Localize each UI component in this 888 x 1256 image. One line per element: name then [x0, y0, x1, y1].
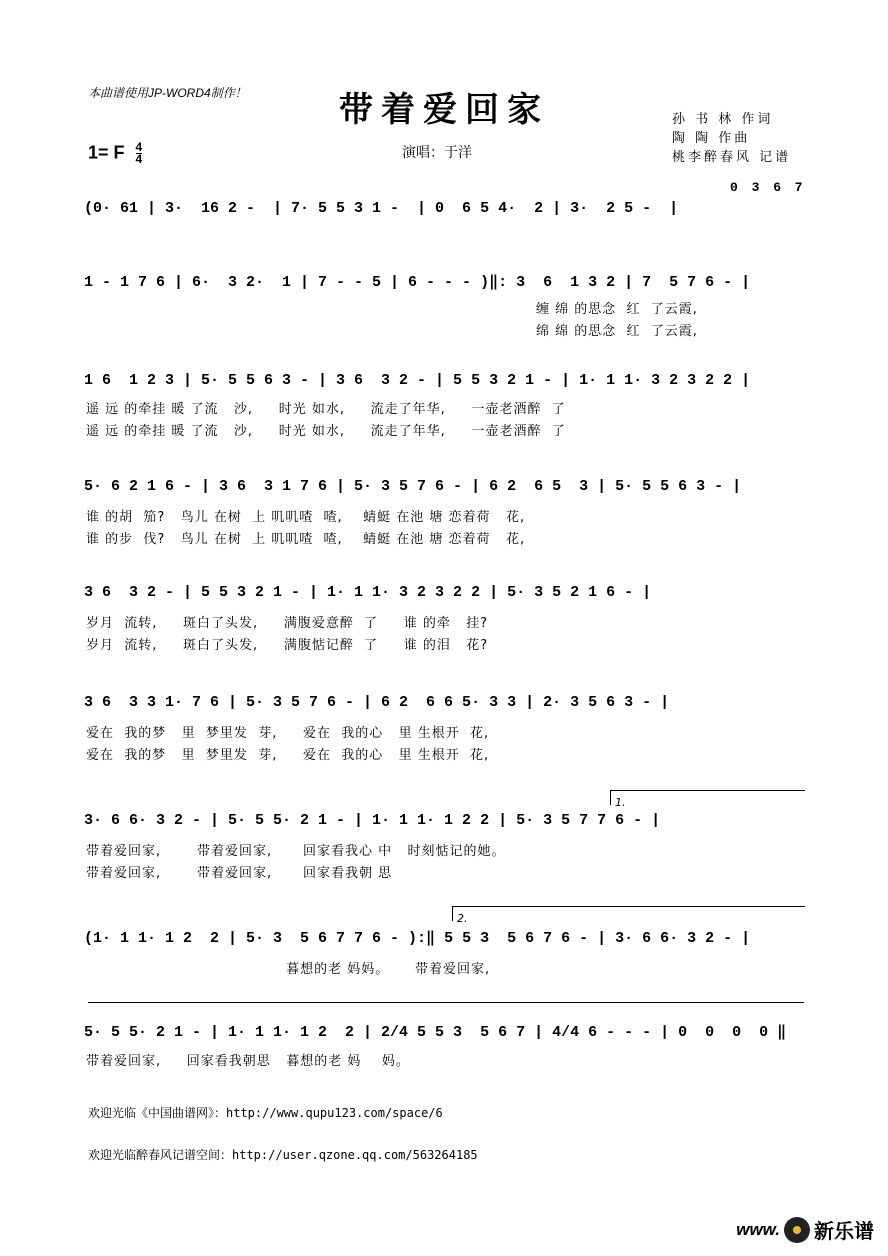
composer: 陶 陶 作曲 — [672, 131, 751, 146]
score-system-2: 1 - 1 7 6 | 6· 3 2· 1 | 7 - - 5 | 6 - - - )‖: 3 6 1 3 2 | 7 5 7 6 - | — [84, 274, 751, 291]
logo-brand: 新乐谱 — [814, 1219, 874, 1243]
time-bottom: 4 — [135, 152, 143, 166]
lyric-7-1: 带着爱回家, 带着爱回家, 回家看我心 中 时刻惦记的她。 — [86, 844, 506, 859]
lyric-9-1: 带着爱回家, 回家看我朝思 暮想的老 妈 妈。 — [86, 1054, 410, 1069]
key-signature — [88, 142, 142, 165]
score-system-1: (0· 61 | 3· 16 2 - | 7· 5 5 3 1 - | 0 6 5 4· 2 | 3· 2 5 - | — [84, 200, 679, 217]
logo-www: www. — [736, 1219, 780, 1239]
volta-2-label: 2. — [457, 912, 468, 925]
site-logo[interactable] — [736, 1215, 874, 1244]
lyric-6-1: 爱在 我的梦 里 梦里发 芽, 爱在 我的心 里 生根开 花, — [86, 726, 490, 741]
record-disc-icon — [784, 1217, 810, 1243]
time-signature — [136, 142, 143, 165]
lyric-3-2: 遥 远 的牵挂 暖 了流 沙, 时光 如水, 流走了年华, 一壶老酒醉 了 — [86, 424, 566, 439]
lyricist: 孙 书 林 作词 — [672, 112, 774, 127]
singer: 演唱：于洋 — [402, 145, 472, 161]
key-label: 1= F — [88, 142, 125, 163]
lyric-4-2: 谁 的步 伐? 鸟儿 在树 上 叽叽喳 喳, 蜻蜓 在池 塘 恋着荷 花, — [86, 532, 526, 547]
score-system-7: 3· 6 6· 3 2 - | 5· 5 5· 2 1 - | 1· 1 1· 1 2 2 | 5· 3 5 7 7 6 - | — [84, 812, 661, 829]
lyric-5-2: 岁月 流转, 斑白了头发, 满腹惦记醉 了 谁 的泪 花? — [86, 638, 489, 653]
lyric-6-2: 爱在 我的梦 里 梦里发 芽, 爱在 我的心 里 生根开 花, — [86, 748, 490, 763]
volta-1-label: 1. — [615, 796, 626, 809]
score-system-8: (1· 1 1· 1 2 2 | 5· 3 5 6 7 7 6 - ):‖ 5 5 3 5 6 7 6 - | 3· 6 6· 3 2 - | — [84, 930, 751, 947]
score-system-3: 1 6 1 2 3 | 5· 5 5 6 3 - | 3 6 3 2 - | 5 5 3 2 1 - | 1· 1 1· 3 2 3 2 2 | — [84, 372, 751, 389]
lyric-7-2: 带着爱回家, 带着爱回家, 回家看我朝 思 — [86, 866, 393, 881]
lyric-4-1: 谁 的胡 笳? 鸟儿 在树 上 叽叽喳 喳, 蜻蜓 在池 塘 恋着荷 花, — [86, 510, 526, 525]
transcriber: 桃李醉春风 记谱 — [672, 150, 792, 165]
credits — [672, 110, 791, 167]
footer-link-1[interactable]: 欢迎光临《中国曲谱网》：http://www.qupu123.com/space/6 — [88, 1106, 443, 1120]
volta-2 — [452, 906, 805, 925]
lyric-5-1: 岁月 流转, 斑白了头发, 满腹爱意醉 了 谁 的牵 挂? — [86, 616, 489, 631]
score-system-9: 5· 5 5· 2 1 - | 1· 1 1· 1 2 2 | 2/4 5 5 3 5 6 7 | 4/4 6 - - - | 0 0 0 0 ‖ — [84, 1024, 787, 1041]
pickup-notes: 0 3 6 7 — [730, 180, 806, 195]
lyric-3-1: 遥 远 的牵挂 暖 了流 沙, 时光 如水, 流走了年华, 一壶老酒醉 了 — [86, 402, 566, 417]
lyric-2-2: 绵 绵 的思念 红 了云霞, — [536, 324, 698, 339]
score-system-4: 5· 6 2 1 6 - | 3 6 3 1 7 6 | 5· 3 5 7 6 - | 6 2 6 5 3 | 5· 5 5 6 3 - | — [84, 478, 742, 495]
time-top: 4 — [135, 140, 143, 154]
volta-2-extension — [88, 1002, 804, 1003]
score-system-5: 3 6 3 2 - | 5 5 3 2 1 - | 1· 1 1· 3 2 3 2 2 | 5· 3 5 2 1 6 - | — [84, 584, 652, 601]
lyric-2-1: 缠 绵 的思念 红 了云霞, — [536, 302, 698, 317]
lyric-8-1: 暮想的老 妈妈。 带着爱回家, — [86, 962, 491, 977]
score-system-6: 3 6 3 3 1· 7 6 | 5· 3 5 7 6 - | 6 2 6 6 5· 3 3 | 2· 3 5 6 3 - | — [84, 694, 670, 711]
software-note: 本曲谱使用JP-WORD4制作！ — [88, 86, 247, 100]
volta-1 — [610, 790, 805, 809]
song-title: 带着爱回家 — [339, 90, 549, 130]
footer-link-2[interactable]: 欢迎光临醉春风记谱空间：http://user.qzone.qq.com/563264185 — [88, 1148, 478, 1162]
